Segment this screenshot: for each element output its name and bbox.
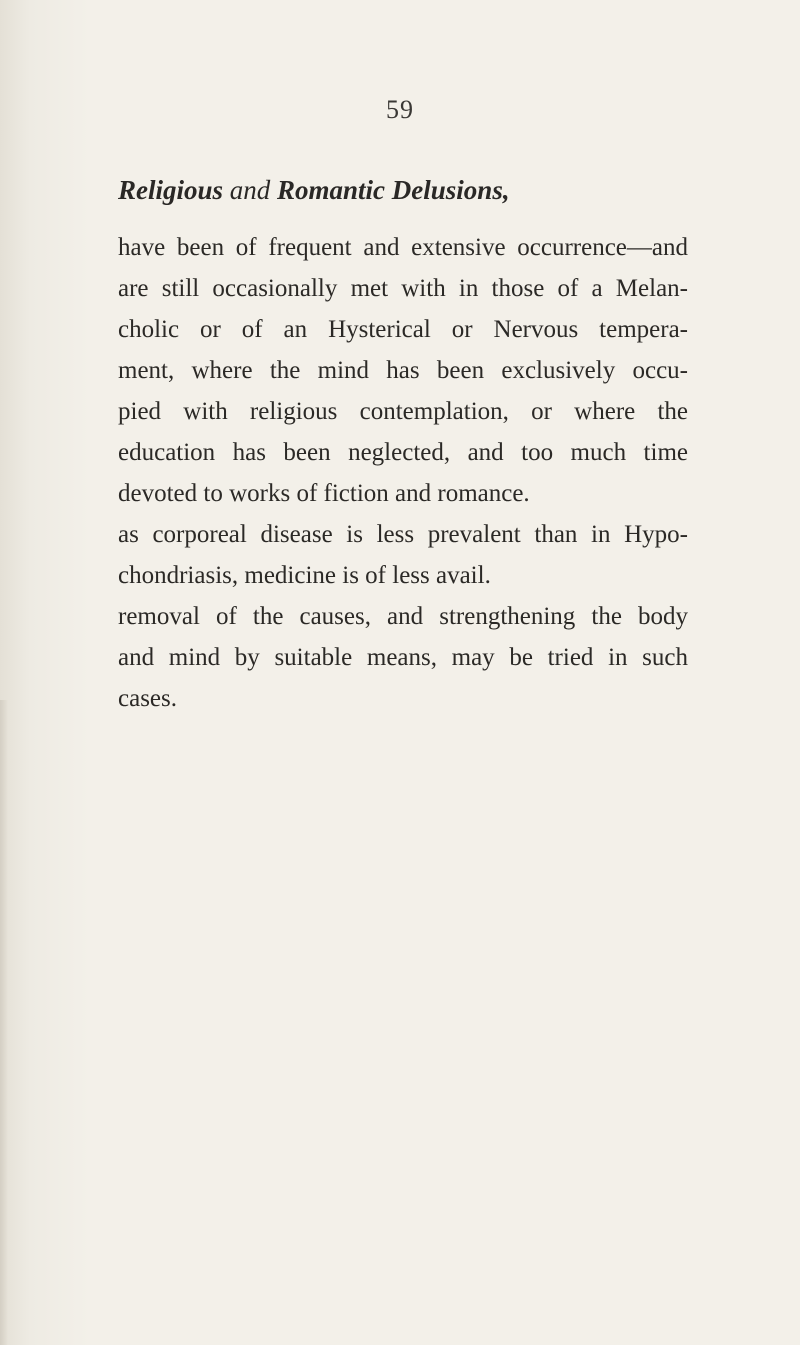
page-number: 59 bbox=[386, 95, 414, 124]
text-line: as corporeal disease is less prevalent than in Hypo- bbox=[118, 521, 688, 548]
heading-word-religious: Religious bbox=[118, 175, 224, 205]
text-line: devoted to works of fiction and romance. bbox=[118, 480, 530, 507]
section-heading bbox=[118, 175, 510, 206]
body-text bbox=[118, 227, 688, 719]
text-line: cholic or of an Hysterical or Nervous tempera- bbox=[118, 316, 688, 343]
text-line: are still occasionally met with in those of a Melan- bbox=[118, 275, 688, 302]
heading-word-and: and bbox=[223, 175, 278, 205]
text-line: chondriasis, medicine is of less avail. bbox=[118, 562, 491, 589]
text-line: pied with religious contemplation, or where the bbox=[118, 398, 688, 425]
text-line: ment, where the mind has been exclusively occu- bbox=[118, 357, 688, 384]
text-line: removal of the causes, and strengthening the body bbox=[118, 603, 688, 630]
page-edge-shadow bbox=[0, 700, 8, 1345]
text-line: and mind by suitable means, may be tried in such bbox=[118, 644, 688, 671]
heading-word-romantic: Romantic bbox=[277, 175, 386, 205]
text-line: have been of frequent and extensive occurrence—and bbox=[118, 234, 688, 261]
text-line: cases. bbox=[118, 685, 177, 712]
text-line: education has been neglected, and too much time bbox=[118, 439, 688, 466]
heading-word-delusions: Delusions, bbox=[385, 175, 510, 205]
